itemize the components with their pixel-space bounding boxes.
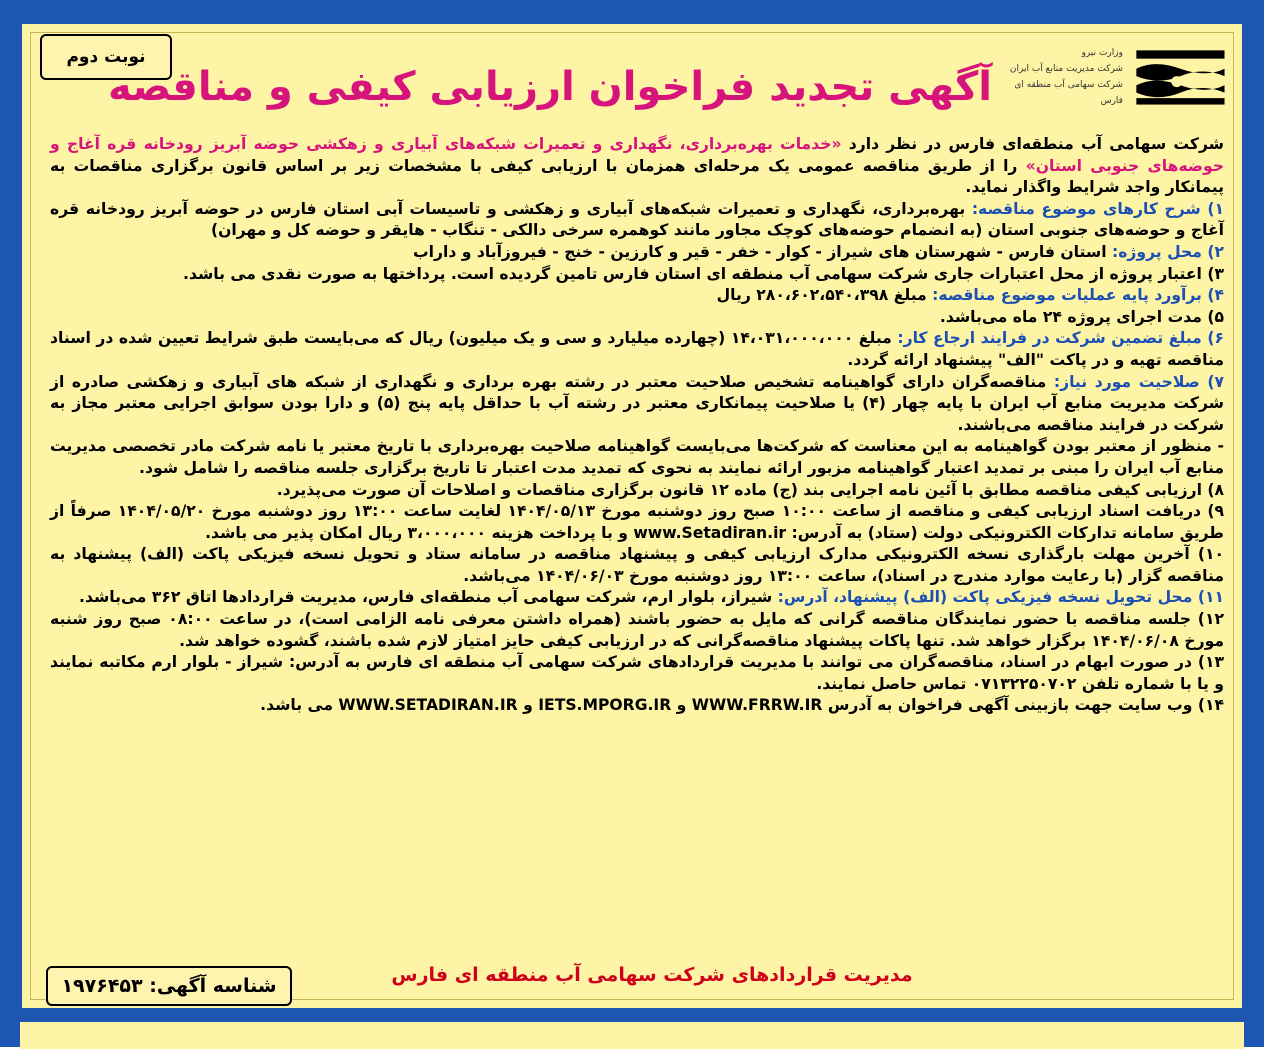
item-5 <box>50 307 1224 329</box>
item-6 <box>50 328 1224 371</box>
announcement-page <box>20 22 1244 1010</box>
item-11-text: شیراز، بلوار ارم، شرکت سهامی آب منطقه‌ای فارس، مدیریت قراردادها اتاق ۳۶۲ می‌باشد. <box>79 588 773 607</box>
item-9-text: ۹) دریافت اسناد ارزیابی کیفی و مناقصه از ساعت ۱۰:۰۰ صبح روز دوشنبه مورخ ۱۴۰۴/۰۵/۱۳ لغایت ساعت ۱۳:۰۰ روز دوشنبه مورخ ۱۴۰۴/۰۵/۲۰ صرفاً از طریق سامانه تدارکات الکترونیکی دولت (ستاد) به آدرس: www.Setadiran.ir و با پرداخت هزینه ۳،۰۰۰،۰۰۰ ریال امکان پذیر می باشد. <box>50 502 1225 542</box>
announcement-body <box>50 134 1224 717</box>
item-6-label: ۶) مبلغ تضمین شرکت در فرایند ارجاع کار: <box>891 329 1225 348</box>
intro-part-a: شرکت سهامی آب منطقه‌ای فارس در نظر دارد <box>841 135 1224 153</box>
item-12 <box>50 609 1224 652</box>
item-10 <box>50 544 1224 587</box>
item-4-label: ۴) برآورد پایه عملیات موضوع مناقصه: <box>926 286 1224 305</box>
item-1-text: بهره‌برداری، نگهداری و تعمیرات شبکه‌های آبیاری و زهکشی و تاسیسات آبی استان فارس در حوضه آبریز رودخانه قره آغاج و حوضه‌های جنوبی استان (به انضمام حوضه‌های کوچک مجاور مانند کوهمره سرخی دالکی - تنگاب - هایقر و حوضه کل و مهران) <box>50 199 1224 240</box>
intro-part-c: را از طریق مناقصه عمومی یک مرحله‌ای همزمان با ارزیابی کیفی با مشخصات زیر بر اساس قانون برگزاری مناقصات به پیمانکار واجد شرایط واگذار نماید. <box>50 156 1224 197</box>
item-7-label: ۷) صلاحیت مورد نیاز: <box>1046 372 1224 391</box>
item-8-text: ۸) ارزیابی کیفی مناقصه مطابق با آئین نامه اجرایی بند (ج) ماده ۱۲ قانون برگزاری مناقصات و اصلاحات آن صورت می‌پذیرد. <box>276 480 1224 499</box>
logo-line-1: وزارت نیرو <box>1081 48 1123 58</box>
item-14-text: ۱۴) وب سایت جهت بازبینی آگهی فراخوان به آدرس WWW.FRRW.IR و IETS.MPORG.IR و WWW.SETADIRAN.IR می باشد. <box>260 696 1224 715</box>
item-11 <box>50 587 1224 609</box>
item-7-text: مناقصه‌گران دارای گواهینامه تشخیص صلاحیت معتبر در رشته بهره برداری و نگهداری از شبکه های آبیاری و زهکشی صادره از شرکت مدیریت منابع آب ایران با پایه چهار (۴) یا صلاحیت پیمانکاری معتبر در رشته آب با حداقل پایه پنج (۵) و دارا بودن سوابق اجرایی معتبر مجاز به شرکت در فرایند مناقصه می‌باشند. <box>50 372 1224 434</box>
item-14 <box>50 695 1224 717</box>
item-11-label: ۱۱) محل تحویل نسخه فیزیکی پاکت (الف) پیشنهاد، آدرس: <box>772 588 1224 607</box>
item-12-text: ۱۲) جلسه مناقصه با حضور نمایندگان مناقصه گرانی که مایل به حضور باشند (همراه داشتن معرفی نامه الزامی است)، در ساعت ۰۸:۰۰ صبح روز شنبه مورخ ۱۴۰۴/۰۶/۰۸ برگزار خواهد شد. تنها پاکات پیشنهاد مناقصه‌گرانی که در ارزیابی کیفی حایز امتیاز لازم شده باشند، گشوده خواهد شد. <box>50 610 1224 650</box>
item-1-label: ۱) شرح کارهای موضوع مناقصه: <box>965 199 1224 218</box>
page-title: آگهی تجدید فراخوان ارزیابی کیفی و مناقصه <box>107 64 992 110</box>
item-10-text: ۱۰) آخرین مهلت بارگذاری نسخه الکترونیکی مدارک ارزیابی کیفی و پیشنهاد مناقصه در سامانه ستاد و تحویل نسخه فیزیکی پاکت (الف) پیشنهاد به مناقصه گزار (با رعایت موارد مندرج در اسناد)، ساعت ۱۳:۰۰ روز دوشنبه مورخ ۱۴۰۴/۰۶/۰۳ می‌باشد. <box>50 545 1224 585</box>
item-2 <box>50 242 1224 264</box>
item-3-text: ۳) اعتبار پروژه از محل اعتبارات جاری شرکت سهامی آب منطقه ای استان فارس تامین گردیده است. پرداختها به صورت نقدی می باشد. <box>183 264 1224 283</box>
item-6-text: مبلغ ۱۴،۰۳۱،۰۰۰،۰۰۰ (چهارده میلیارد و سی و یک میلیون) ریال که می‌بایست طبق شرایط تعیین شده در اسناد مناقصه تهیه و در پاکت "الف" پیشنهاد ارائه گردد. <box>50 329 1224 369</box>
item-7-note-text: - منظور از معتبر بودن گواهینامه به این معناست که شرکت‌ها می‌بایست گواهینامه صلاحیت بهره‌برداری با تاریخ معتبر یا نامه شرکت مادر تخصصی مدیریت منابع آب ایران را مبنی بر تمدید اعتبار گواهینامه مزبور ارائه نمایند به نحوی که تمدید مدت اعتبار تا تاریخ برگزاری جلسه مناقصه را شامل شود. <box>50 437 1224 477</box>
item-1 <box>50 199 1224 242</box>
item-2-text: استان فارس - شهرستان های شیراز - کوار - خفر - قیر و کارزین - خنج - فیروزآباد و داراب <box>412 242 1107 261</box>
edition-badge: نوبت دوم <box>40 34 172 80</box>
project-title: «خدمات بهره‌برداری، نگهداری و تعمیرات شبکه‌های آبیاری و زهکشی حوضه آبریز رودخانه قره آغاج و حوضه‌های جنوبی استان» <box>50 135 1224 175</box>
item-3 <box>50 264 1224 286</box>
water-company-logo-icon <box>1129 42 1230 112</box>
item-7 <box>50 372 1224 437</box>
company-logo <box>1000 36 1230 118</box>
logo-line-2: شرکت مدیریت منابع آب ایران <box>1009 64 1123 74</box>
item-13 <box>50 652 1224 695</box>
item-8 <box>50 480 1224 502</box>
intro-paragraph <box>50 134 1224 199</box>
logo-line-3: شرکت سهامی آب منطقه ای فارس <box>1014 80 1123 106</box>
next-ad-strip <box>20 1020 1244 1049</box>
item-13-text: ۱۳) در صورت ابهام در اسناد، مناقصه‌گران می توانند با مدیریت قراردادهای شرکت سهامی آب منطقه ای فارس به آدرس: شیراز - بلوار ارم مکاتبه نمایند و یا با شماره تلفن ۰۷۱۳۲۲۵۰۷۰۲ تماس حاصل نمایند. <box>50 653 1224 693</box>
ad-id-badge: شناسه آگهی: ۱۹۷۶۴۵۳ <box>46 966 292 1006</box>
item-4 <box>50 285 1224 307</box>
item-5-text: ۵) مدت اجرای پروژه ۲۴ ماه می‌باشد. <box>939 307 1224 326</box>
item-7-note <box>50 436 1224 479</box>
signature: مدیریت قراردادهای شرکت سهامی آب منطقه ای فارس <box>391 964 913 986</box>
item-4-text: مبلغ ۲۸۰،۶۰۲،۵۴۰،۳۹۸ ریال <box>716 286 927 305</box>
item-2-label: ۲) محل پروژه: <box>1106 242 1224 261</box>
item-9 <box>50 501 1224 544</box>
